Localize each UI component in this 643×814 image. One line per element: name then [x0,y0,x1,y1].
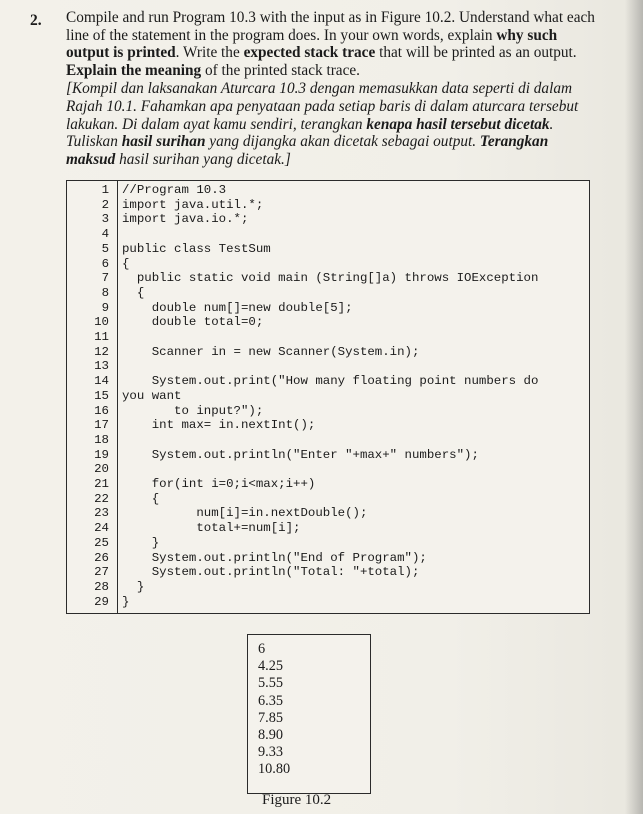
line-number: 24 [94,521,109,536]
ms-segment: kenapa hasil tersebut dicetak [366,115,550,133]
figure-caption: Figure 10.2 [262,792,332,808]
line-number: 19 [94,447,109,462]
line-number: 2 [101,197,109,212]
code-line [67,521,589,536]
line-number: 3 [101,212,109,227]
code-line [67,551,589,566]
code-text: num[i]=in.nextDouble(); [122,506,368,521]
code-line [67,477,589,492]
code-line [67,212,589,227]
code-line [67,242,589,257]
line-number: 26 [94,550,109,565]
line-number: 28 [94,579,109,594]
code-text: System.out.println("Total: "+total); [122,565,420,580]
figure-input-values [258,641,290,779]
line-number: 23 [94,506,109,521]
code-line [67,433,589,448]
question-english [66,9,596,79]
ms-segment: yang dijangka akan dicetak sebagai output. [205,133,480,151]
line-number: 14 [94,374,109,389]
program-listing [66,180,590,614]
code-text: Scanner in = new Scanner(System.in); [122,344,420,359]
code-line [67,271,589,286]
line-number: 11 [94,330,109,344]
code-line [67,389,589,404]
line-number: 15 [94,388,109,403]
code-line [67,404,589,419]
code-text: to input?"); [122,403,264,418]
code-line [67,183,589,198]
code-text: double num[]=new double[5]; [122,300,353,315]
en-segment: that will be printed as an output. [375,44,577,62]
line-number: 17 [94,418,109,433]
code-line [67,359,589,374]
code-text: double total=0; [122,315,264,330]
code-line [67,227,589,242]
code-line [67,315,589,330]
code-line [67,536,589,551]
line-number: 29 [94,594,109,609]
code-line [67,580,589,595]
input-value: 6.35 [258,692,284,709]
en-segment: of the printed stack trace. [201,61,361,79]
input-value: 7.85 [258,709,284,726]
code-line [67,448,589,463]
code-text: import java.util.*; [122,197,264,212]
input-value: 6 [258,641,266,657]
code-line [67,595,589,610]
en-segment: Compile and run Program 10.3 with the input as in Figure 10.2. Understand what each line of the statement in the program does. In your own words, explain [66,9,595,44]
code-text: { [122,285,145,300]
code-line [67,418,589,433]
code-text: System.out.println("Enter "+max+" numbers"); [122,447,479,462]
code-text: public static void main (String[]a) throws IOException [122,271,539,286]
ms-segment: hasil surihan [121,133,206,151]
code-text: int max= in.nextInt(); [122,418,316,433]
input-value: 8.90 [258,727,284,744]
code-line [67,286,589,301]
ms-segment: [Kompil dan laksanakan Aturcara 10.3 dengan memasukkan data seperti di dalam Rajah 10.1. Fahamkan apa penyataan pada setiap baris di dalam aturcara tersebut lakukan. Di dalam ayat kamu sendiri, terangkan [66,80,579,133]
line-number: 22 [94,491,109,506]
line-number: 13 [94,359,109,374]
code-text: System.out.print("How many floating point numbers do [122,374,539,389]
ms-segment: . Tuliskan [66,115,554,151]
code-line [67,345,589,360]
code-line [67,492,589,507]
code-text: //Program 10.3 [122,183,227,197]
ms-segment: Terangkan maksud [66,133,549,168]
code-text: } [122,535,160,550]
line-number: 25 [94,535,109,550]
code-text: System.out.println("End of Program"); [122,550,427,565]
line-number: 4 [101,227,109,242]
input-value: 10.80 [258,761,291,778]
code-text: { [122,491,160,506]
code-line [67,506,589,521]
en-segment: why such output is printed [66,26,558,62]
code-line [67,198,589,213]
code-text: } [122,594,130,609]
code-text: you want [122,388,182,403]
line-number: 27 [94,565,109,580]
code-text: total+=num[i]; [122,521,301,536]
code-line [67,257,589,272]
line-number: 16 [94,403,109,418]
code-line [67,462,589,477]
en-segment: expected stack trace [243,44,376,62]
en-segment: Explain the meaning [66,61,202,79]
line-number: 6 [101,256,109,271]
line-number: 5 [101,241,109,256]
question-text [66,9,596,168]
question-number: 2. [30,12,42,29]
page-edge-shadow [625,0,643,814]
line-number: 7 [101,271,109,286]
line-number: 20 [94,462,109,477]
code-line [67,374,589,389]
ms-segment: hasil surihan yang dicetak.] [115,150,291,168]
line-number: 1 [101,183,109,197]
code-line [67,301,589,316]
code-line [67,565,589,580]
code-text: import java.io.*; [122,212,249,227]
line-number: 12 [94,344,109,359]
question-malay [66,80,596,168]
input-value: 5.55 [258,675,284,692]
figure-input-box [247,634,371,794]
input-value: 9.33 [258,744,284,761]
code-text: for(int i=0;i<max;i++) [122,477,316,491]
code-text: } [122,579,145,594]
line-number: 10 [94,315,109,330]
en-segment: . Write the [175,44,244,62]
code-text: public class TestSum [122,241,271,256]
input-value: 4.25 [258,658,284,675]
code-line [67,330,589,345]
line-number: 8 [101,285,109,300]
line-number: 21 [94,477,109,491]
line-number: 18 [94,432,109,447]
code-text: { [122,256,130,271]
line-number: 9 [101,300,109,315]
